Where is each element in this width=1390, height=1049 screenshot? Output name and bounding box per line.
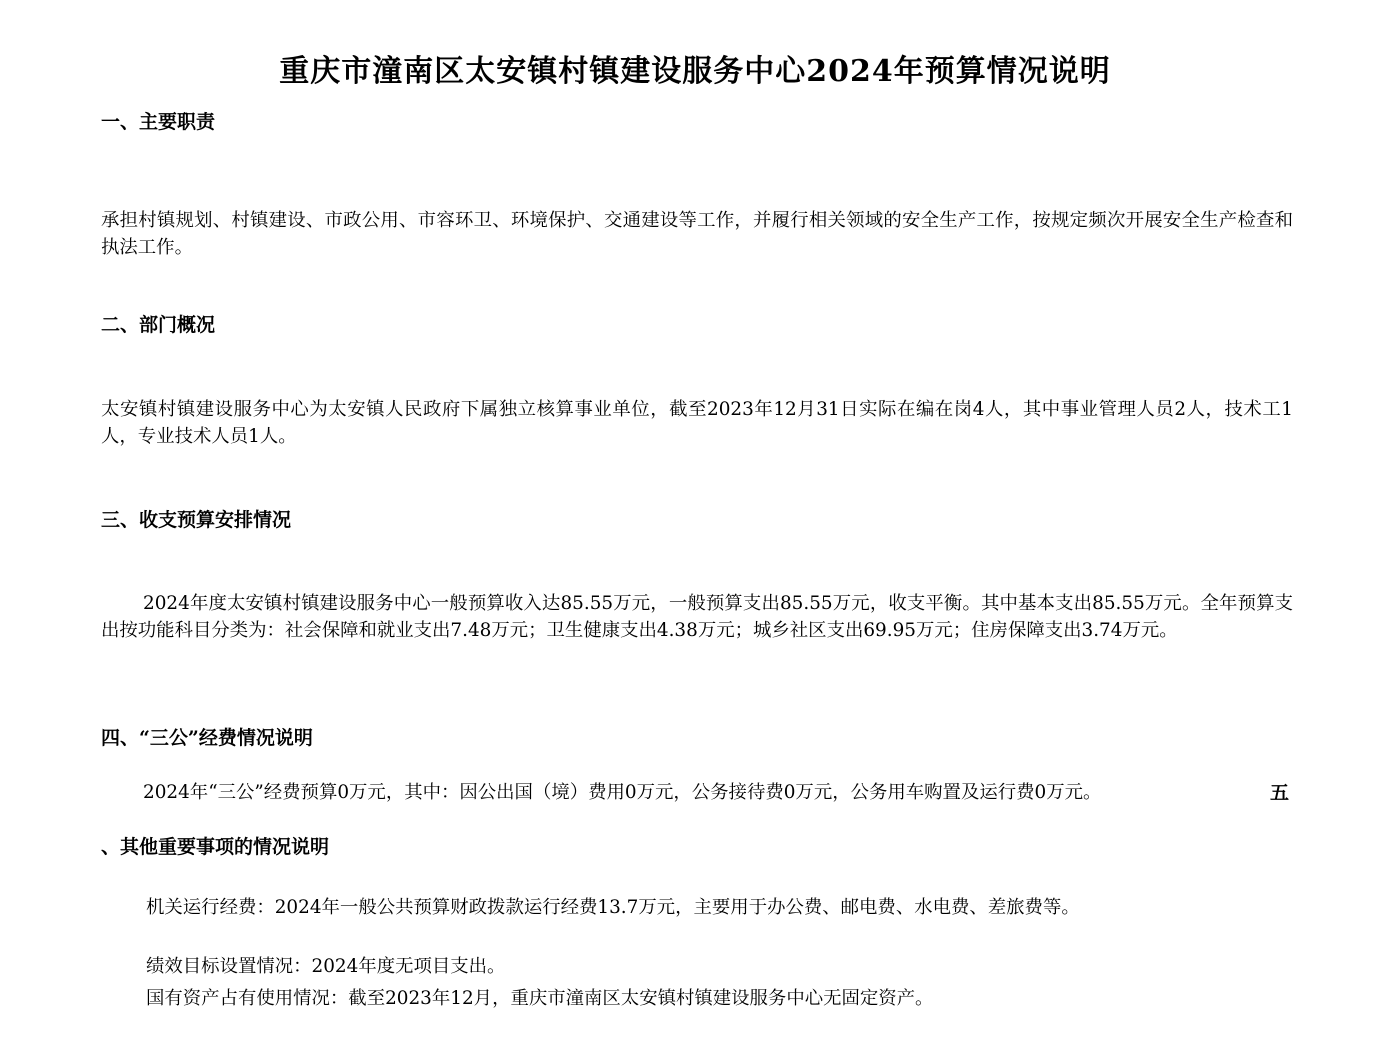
- other-item-state-assets: 国有资产占有使用情况：截至2023年12月，重庆市潼南区太安镇村镇建设服务中心无固定资产。: [146, 988, 934, 1009]
- section-heading-other: 、其他重要事项的情况说明: [101, 836, 330, 858]
- other-item-performance-goals: 绩效目标设置情况：2024年度无项目支出。: [146, 956, 506, 977]
- document-title: 重庆市潼南区太安镇村镇建设服务中心2024年预算情况说明: [279, 54, 1111, 89]
- section-body-duties: 承担村镇规划、村镇建设、市政公用、市容环卫、环境保护、交通建设等工作，并履行相关领域的安全生产工作，按规定频次开展安全生产检查和执法工作。: [101, 210, 1293, 258]
- section-heading-budget: 三、收支预算安排情况: [101, 509, 292, 531]
- section-body-budget: 2024年度太安镇村镇建设服务中心一般预算收入达85.55万元，一般预算支出85.55万元，收支平衡。其中基本支出85.55万元。全年预算支出按功能科目分类为：社会保障和就业支出7.48万元；卫生健康支出4.38万元；城乡社区支出69.95万元；住房保障支出3.74万元。: [101, 593, 1293, 641]
- other-item-operating-funds: 机关运行经费：2024年一般公共预算财政拨款运行经费13.7万元，主要用于办公费、邮电费、水电费、差旅费等。: [146, 897, 1080, 918]
- section-heading-duties: 一、主要职责: [101, 111, 216, 133]
- section-heading-three-public: 四、“三公”经费情况说明: [101, 727, 313, 749]
- section-heading-overview: 二、部门概况: [101, 314, 216, 336]
- section-body-overview: 太安镇村镇建设服务中心为太安镇人民政府下属独立核算事业单位，截至2023年12月31日实际在编在岗4人，其中事业管理人员2人，技术工1人，专业技术人员1人。: [101, 399, 1293, 447]
- section-heading-other-prefix: 五: [1270, 782, 1290, 804]
- section-body-three-public: 2024年“三公”经费预算0万元，其中：因公出国（境）费用0万元，公务接待费0万元，公务用车购置及运行费0万元。: [143, 782, 1102, 803]
